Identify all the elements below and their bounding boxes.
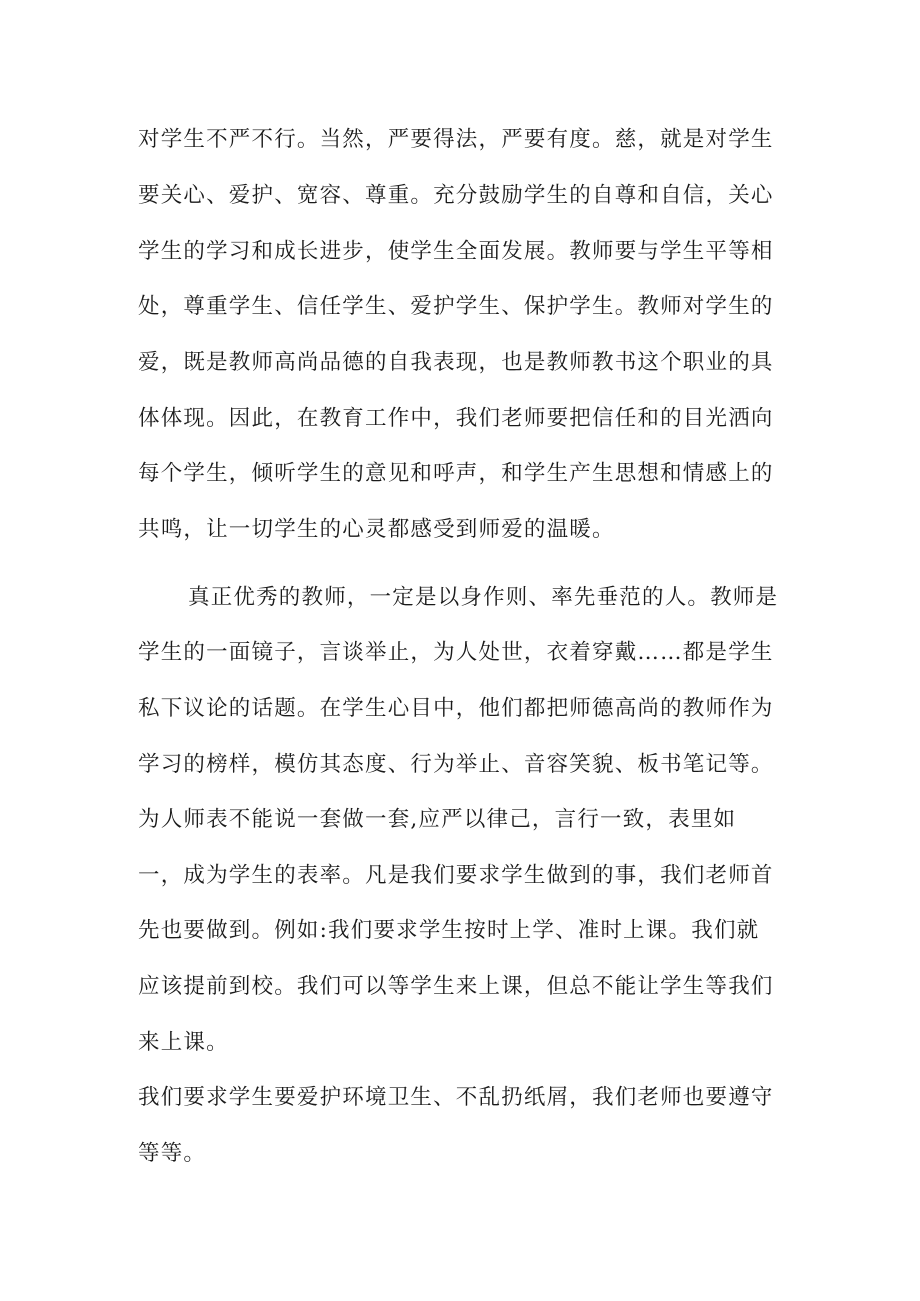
paragraph-2-line-3: 私下议论的话题。在学生心目中，他们都把师德高尚的教师作为 [138,696,774,721]
paragraph-1-line-1: 对学生不严不行。当然，严要得法，严要有度。慈，就是对学生 [138,127,774,152]
paragraph-2-line-5: 为人师表不能说一套做一套,应严以律己，言行一致，表里如 [138,807,737,832]
paragraph-2-line-2: 学生的一面镜子，言谈举止，为人处世，衣着穿戴……都是学生 [138,640,774,665]
paragraph-1-line-7: 每个学生，倾听学生的意见和呼声，和学生产生思想和情感上的 [138,461,774,486]
paragraph-1-line-6: 体体现。因此，在教育工作中，我们老师要把信任和的目光洒向 [138,406,774,431]
paragraph-1-line-5: 爱，既是教师高尚品德的自我表现，也是教师教书这个职业的具 [138,350,774,375]
paragraph-2-line-9: 来上课。 [138,1030,229,1055]
paragraph-2-line-8: 应该提前到校。我们可以等学生来上课，但总不能让学生等我们 [138,974,774,999]
paragraph-2-line-1: 真正优秀的教师，一定是以身作则、率先垂范的人。教师是 [188,585,779,610]
paragraph-1-line-8: 共鸣，让一切学生的心灵都感受到师爱的温暖。 [138,517,615,542]
paragraph-2-line-4: 学习的榜样，模仿其态度、行为举止、音容笑貌、板书笔记等。 [138,752,774,777]
paragraph-1-line-2: 要关心、爱护、宽容、尊重。充分鼓励学生的自尊和自信，关心 [138,183,774,208]
paragraph-1-line-4: 处，尊重学生、信任学生、爱护学生、保护学生。教师对学生的 [138,294,774,319]
paragraph-3-line-1: 我们要求学生要爱护环境卫生、不乱扔纸屑，我们老师也要遵守 [138,1085,774,1110]
paragraph-2-line-7: 先也要做到。例如:我们要求学生按时上学、准时上课。我们就 [138,918,760,943]
paragraph-3-line-2: 等等。 [138,1141,207,1166]
paragraph-2-line-6: 一，成为学生的表率。凡是我们要求学生做到的事，我们老师首 [138,863,774,888]
paragraph-1-line-3: 学生的学习和成长进步，使学生全面发展。教师要与学生平等相 [138,239,774,264]
